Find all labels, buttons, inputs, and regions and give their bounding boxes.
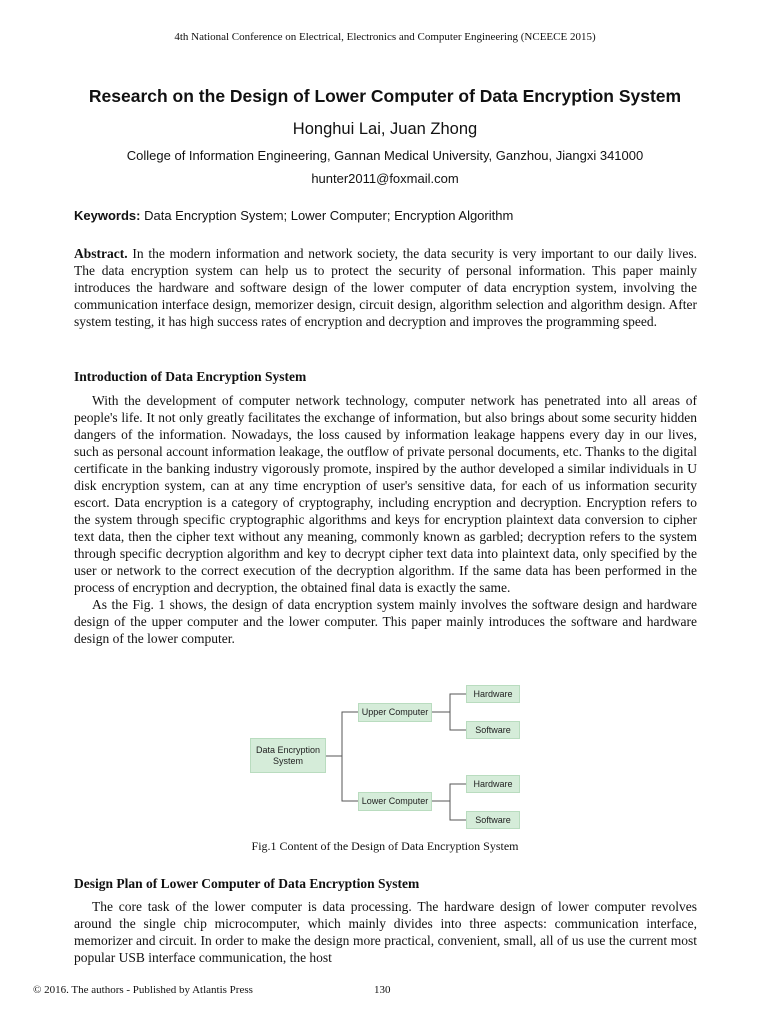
section-heading-design-plan: Design Plan of Lower Computer of Data Encryption System: [74, 876, 420, 891]
figure-1-caption: Fig.1 Content of the Design of Data Encryption System: [251, 839, 519, 853]
paper-affiliation: College of Information Engineering, Gannan Medical University, Ganzhou, Jiangxi 341000: [126, 148, 644, 163]
node-lower-computer: Lower Computer: [358, 792, 432, 811]
node-lower-hardware: Hardware: [466, 775, 520, 793]
connector-lower-hardware: [432, 784, 466, 801]
introduction-paragraph-1: With the development of computer network technology, computer network has penetrated into all areas of people's life. It not only greatly facilitates the exchange of information, but also brings about some security hidden dangers of the information. Nowadays, the loss caused by information leakage happens every day in our lives, such as personal account information leakage, the outflow of private personal documents, etc. Thanks to the digital certificate in the banking industry vigorously promote, inspired by the author developed a similar individuals in U disk encryption system, can at any time encryption of user's sensitive data, for each of us information security escort. Data encryption is a category of cryptography, including encryption and decryption. Encryption refers to the system through specific cryptographic algorithms and keys for encryption plaintext data conversion to cipher text data, then the cipher text without any meaning, commonly known as garbled; decryption refers to the system through specific decryption algorithm and key to decrypt cipher text data into plaintext data, only specified by the user or network to the correct execution of the decryption algorithm. If the same data has been performed in the process of encryption and decryption, the obtained final data is exactly the same.: [74, 393, 697, 595]
design-plan-body: [74, 898, 697, 966]
paper-title: Research on the Design of Lower Computer of Data Encryption System: [88, 86, 682, 106]
footer-page-number: 130: [374, 984, 391, 996]
connector-upper-hardware: [432, 694, 466, 712]
figure-1-diagram: [246, 680, 536, 830]
paper-authors: Honghui Lai, Juan Zhong: [292, 120, 478, 138]
keywords-text: Data Encryption System; Lower Computer; Encryption Algorithm: [144, 208, 514, 223]
introduction-paragraph-2: As the Fig. 1 shows, the design of data encryption system mainly involves the software design and hardware design of the upper computer and the lower computer. This paper mainly introduces the software and hardware design of the lower computer.: [74, 597, 697, 646]
node-upper-hardware: Hardware: [466, 685, 520, 703]
keywords-label: Keywords:: [74, 208, 141, 223]
node-upper-software: Software: [466, 721, 520, 739]
connector-root-lower: [342, 756, 358, 801]
introduction-body: [74, 392, 697, 647]
abstract: [74, 245, 697, 330]
node-upper-computer: Upper Computer: [358, 703, 432, 722]
author-email: hunter2011@foxmail.com: [311, 171, 459, 186]
conference-header: 4th National Conference on Electrical, Electronics and Computer Engineering (NCEECE 2015): [174, 31, 596, 43]
abstract-label: Abstract.: [74, 246, 128, 261]
keywords-line: [74, 208, 699, 223]
connector-upper-software: [450, 712, 466, 730]
node-lower-software: Software: [466, 811, 520, 829]
footer-copyright: © 2016. The authors - Published by Atlantis Press: [33, 984, 253, 996]
design-plan-paragraph-1: The core task of the lower computer is data processing. The hardware design of lower computer revolves around the single chip microcomputer, which mainly divides into three aspects: communication interface, memorizer and circuit. In order to make the design more practical, convenient, small, all of us use the current most popular USB interface communication, the host: [74, 899, 697, 965]
section-heading-introduction: Introduction of Data Encryption System: [74, 369, 307, 384]
connector-root-upper: [326, 712, 358, 756]
connector-lower-software: [450, 801, 466, 820]
abstract-text: In the modern information and network society, the data security is very important to our daily lives. The data encryption system can help us to protect the security of personal information. This paper mainly introduces the hardware and software design of the lower computer of data encryption system, involving the communication interface design, memorizer design, circuit design, algorithm selection and algorithm design. After system testing, it has high success rates of encryption and decryption and improves the programming speed.: [74, 246, 697, 329]
node-data-encryption-system: Data Encryption System: [250, 738, 326, 773]
